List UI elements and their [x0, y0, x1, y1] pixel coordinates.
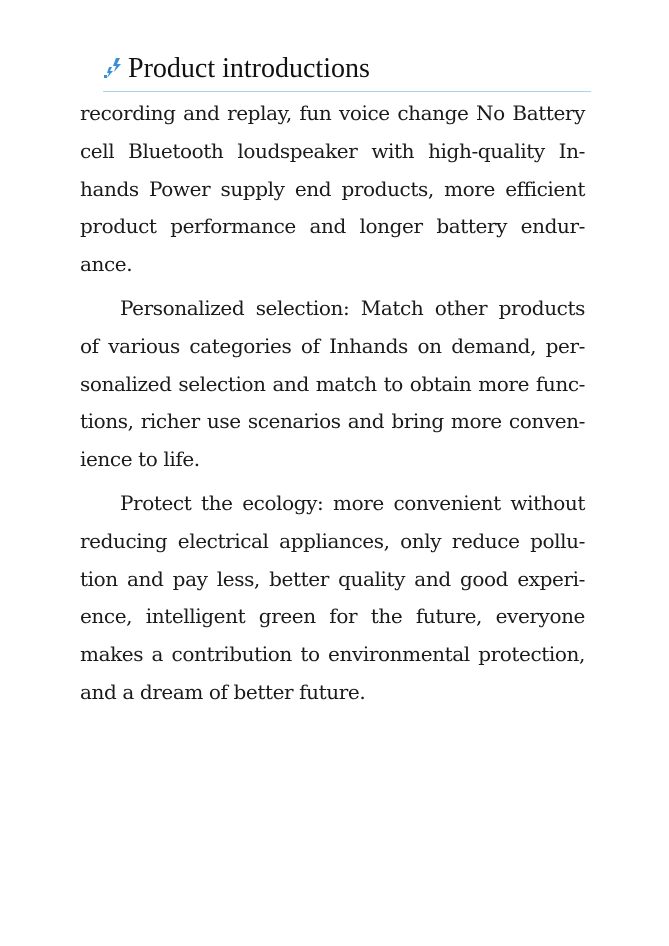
text-line: tions, richer use scenarios and bring more conven- [80, 409, 585, 434]
text-line: makes a contribution to environmental protection, [80, 642, 585, 667]
text-line: hands Power supply end products, more efficient [80, 176, 585, 201]
text-line: tion and pay less, better quality and good experi- [80, 566, 585, 591]
text-line: ence, intelligent green for the future, everyone [80, 604, 585, 629]
text-line: Personalized selection: Match other products [120, 295, 585, 320]
text-line: Protect the ecology: more convenient without [120, 490, 585, 515]
body-text [80, 95, 585, 718]
section-heading [103, 50, 591, 92]
lightning-bolt-icon [103, 57, 125, 81]
text-line: recording and replay, fun voice change No Battery [80, 101, 585, 125]
text-line: sonalized selection and match to obtain more func- [80, 371, 585, 396]
text-line: product performance and longer battery endur- [80, 214, 585, 239]
text-line: reducing electrical appliances, only reduce pollu- [80, 528, 585, 553]
text-line: cell Bluetooth loudspeaker with high-quality In- [80, 138, 585, 163]
paragraph-battery [80, 95, 585, 284]
text-line: ience to life. [80, 447, 200, 472]
text-line: ance. [80, 252, 133, 277]
text-line: of various categories of Inhands on demand, per- [80, 333, 585, 358]
section-title: Product introductions [128, 53, 370, 84]
paragraph-protect-ecology [80, 485, 585, 712]
paragraph-personalized-selection [80, 290, 585, 479]
text-line: and a dream of better future. [80, 679, 366, 704]
